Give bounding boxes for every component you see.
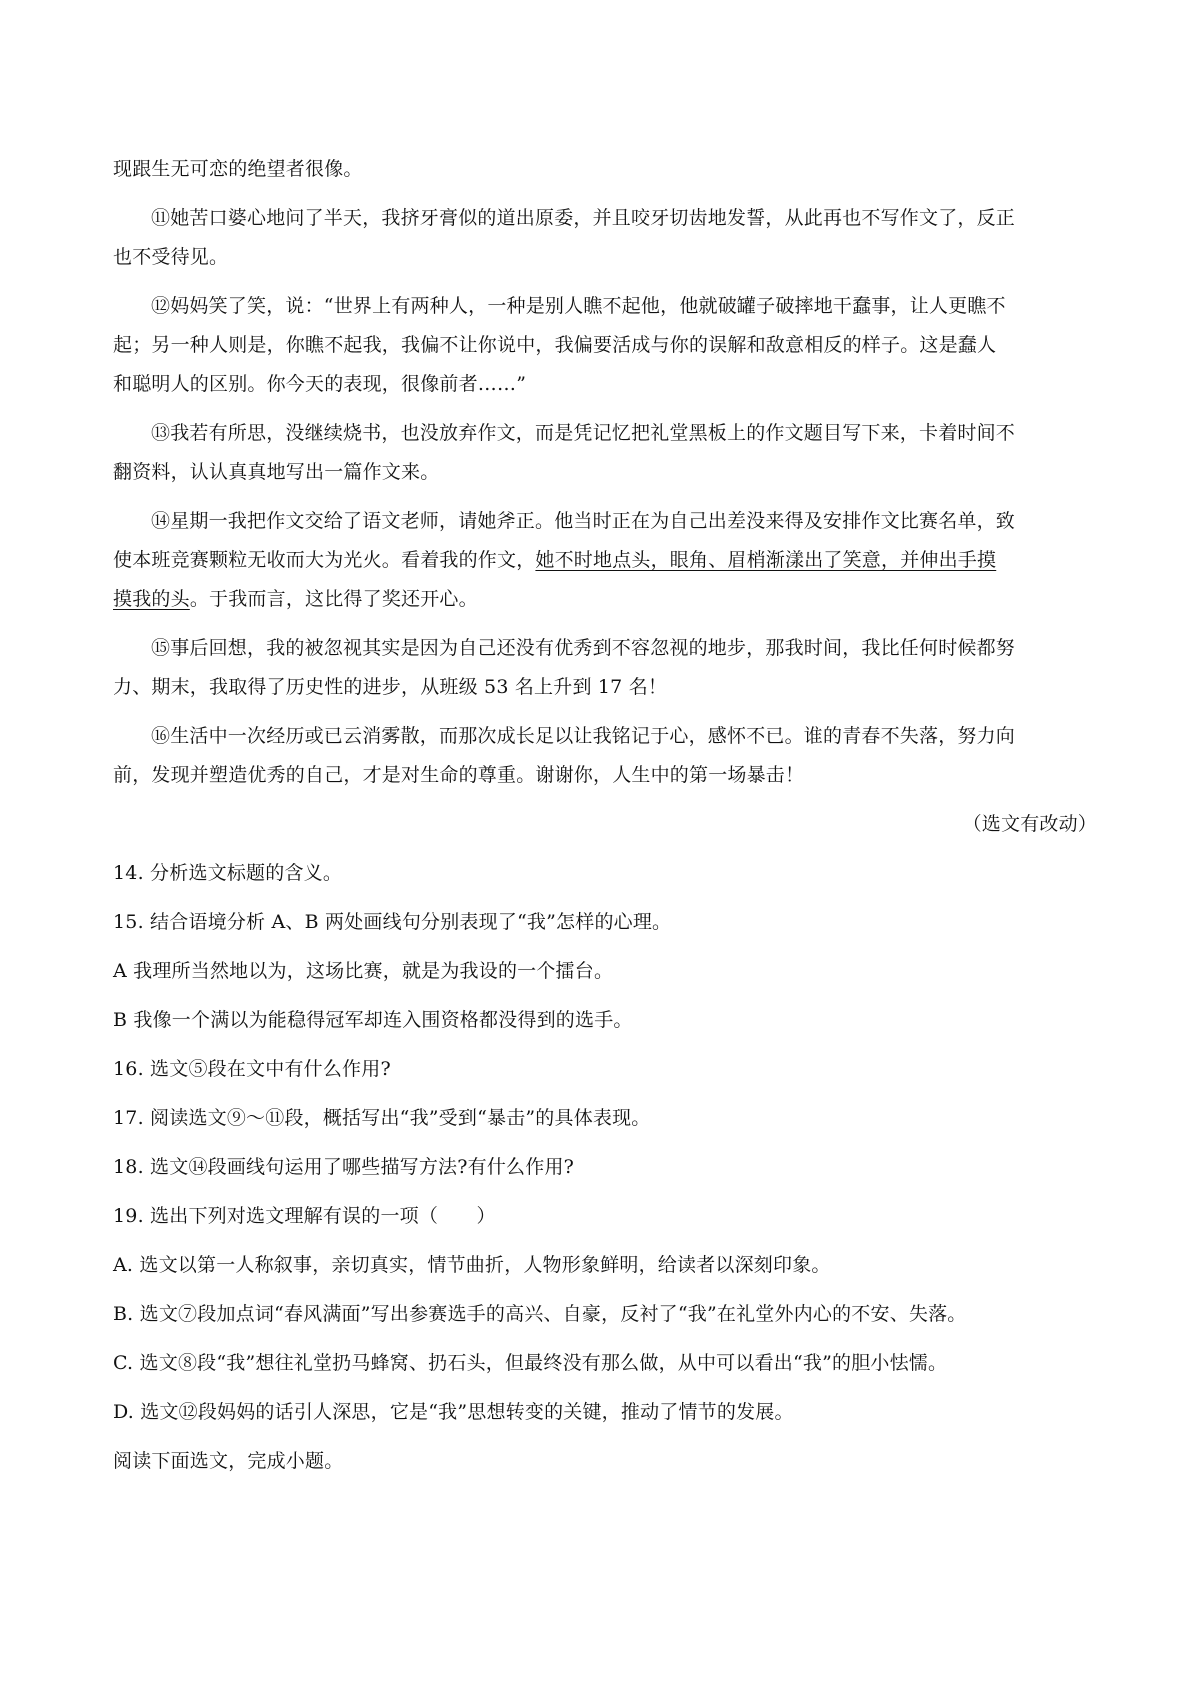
paragraph-16-line: 前，发现并塑造优秀的自己，才是对生命的尊重。谢谢你，人生中的第一场暴击！ [113,764,805,786]
question-15-option-b: B 我像一个满以为能稳得冠军却连入围资格都没得到的选手。 [113,1009,633,1031]
paragraph-14-text: 。于我而言，这比得了奖还开心。 [189,588,478,610]
next-section-instruction: 阅读下面选文，完成小题。 [113,1450,344,1472]
question-14: 14. 分析选文标题的含义。 [113,862,343,884]
passage-line: 现跟生无可恋的绝望者很像。 [113,158,363,180]
question-18: 18. 选文⑭段画线句运用了哪些描写方法?有什么作用? [113,1156,575,1178]
question-16: 16. 选文⑤段在文中有什么作用? [113,1058,391,1080]
underlined-sentence: 她不时地点头，眼角、眉梢渐漾出了笑意，并伸出手摸 [535,549,997,571]
paragraph-11-line: ⑪她苦口婆心地问了半天，我挤牙膏似的道出原委，并且咬牙切齿地发誓，从此再也不写作文了，反正 [151,207,1016,229]
paragraph-16-line: ⑯生活中一次经历或已云消雾散，而那次成长足以让我铭记于心，感怀不已。谁的青春不失落，努力向 [151,725,1016,747]
paragraph-14-line: ⑭星期一我把作文交给了语文老师，请她斧正。他当时正在为自己出差没来得及安排作文比赛名单，致 [151,510,1016,532]
paragraph-15-line: 力、期末，我取得了历史性的进步，从班级 53 名上升到 17 名！ [113,676,668,698]
question-19: 19. 选出下列对选文理解有误的一项（ ） [113,1205,496,1227]
paragraph-13-line: ⑬我若有所思，没继续烧书，也没放弃作文，而是凭记忆把礼堂黑板上的作文题目写下来，卡着时间不 [151,422,1016,444]
paragraph-14-line [113,580,1105,619]
paragraph-11-line: 也不受待见。 [113,246,229,268]
question-19-option-c: C. 选文⑧段“我”想往礼堂扔马蜂窝、扔石头，但最终没有那么做，从中可以看出“我”的胆小怯懦。 [113,1352,948,1374]
paragraph-14-text: 使本班竞赛颗粒无收而大为光火。看着我的作文， [113,549,536,571]
question-15-option-a: A 我理所当然地以为，这场比赛，就是为我设的一个擂台。 [113,960,614,982]
underlined-sentence: 摸我的头 [113,588,190,610]
paragraph-13-line: 翻资料，认认真真地写出一篇作文来。 [113,461,440,483]
question-19-option-b: B. 选文⑦段加点词“春风满面”写出参赛选手的高兴、自豪，反衬了“我”在礼堂外内心的不安、失落。 [113,1303,967,1325]
paragraph-12-line: ⑫妈妈笑了笑，说：“世界上有两种人，一种是别人瞧不起他，他就破罐子破摔地干蠢事，让人更瞧不 [151,295,1006,317]
source-note: （选文有改动） [962,813,1097,835]
paragraph-14-line [113,541,1105,580]
question-19-option-d: D. 选文⑫段妈妈的话引人深思，它是“我”思想转变的关键，推动了情节的发展。 [113,1401,794,1423]
question-19-option-a: A. 选文以第一人称叙事，亲切真实，情节曲折，人物形象鲜明，给读者以深刻印象。 [113,1254,831,1276]
paragraph-12-line: 起；另一种人则是，你瞧不起我，我偏不让你说中，我偏要活成与你的误解和敌意相反的样子。这是蠢人 [113,334,997,356]
question-15: 15. 结合语境分析 A、B 两处画线句分别表现了“我”怎样的心理。 [113,911,672,933]
question-17: 17. 阅读选文⑨～⑪段，概括写出“我”受到“暴击”的具体表现。 [113,1107,651,1129]
document-body [113,150,1105,1481]
paragraph-15-line: ⑮事后回想，我的被忽视其实是因为自己还没有优秀到不容忽视的地步，那我时间，我比任何时候都努 [151,637,1016,659]
paragraph-12-line: 和聪明人的区别。你今天的表现，很像前者……” [113,373,527,395]
